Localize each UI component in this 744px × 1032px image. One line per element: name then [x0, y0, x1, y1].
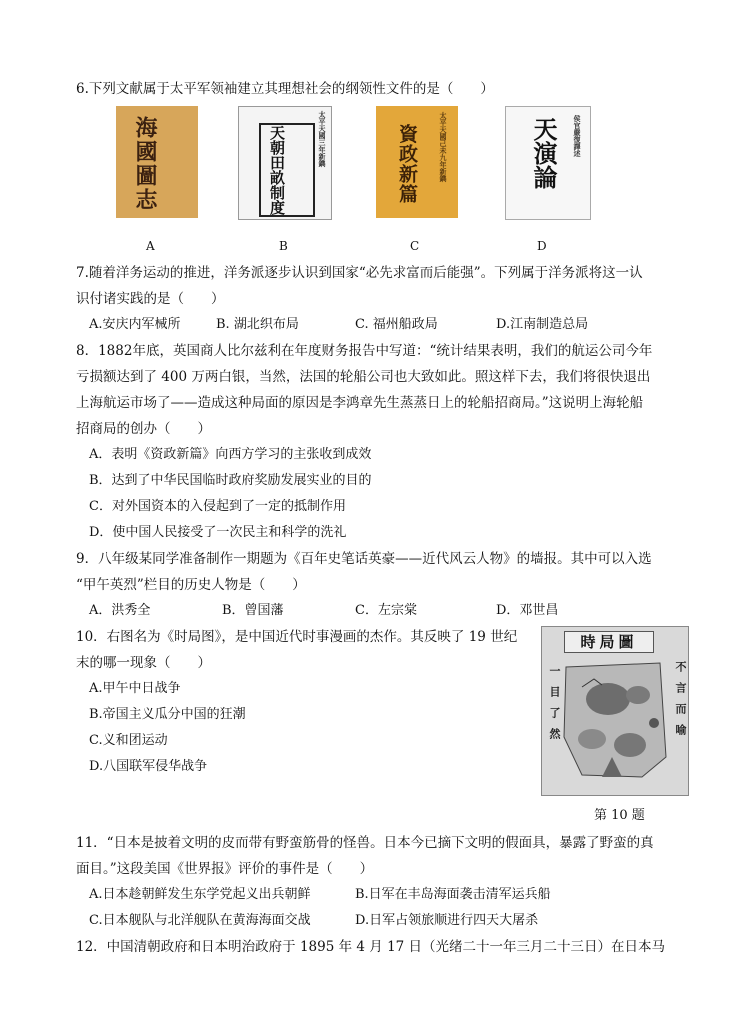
q11-stem-line1: 11．“日本是披着文明的皮而带有野蛮筋骨的怪兽。日本今已摘下文明的假面具，暴露了野蛮的真: [76, 835, 654, 851]
q10-option-b: B.帝国主义瓜分中国的狂潮: [89, 707, 246, 722]
shiju-tu-cartoon-image: [541, 626, 689, 796]
option-label-b: B: [279, 239, 288, 253]
q9-stem-line2: “甲午英烈”栏目的历史人物是（ ）: [76, 577, 306, 593]
q12-stem-line1: 12．中国清朝政府和日本明治政府于 1895 年 4 月 17 日（光绪二十一年三月二十三日）在日本马: [76, 939, 666, 955]
book-title-b: 天朝田畝制度: [268, 125, 286, 215]
q11-option-d: D.日军占领旅顺进行四天大屠杀: [355, 913, 539, 928]
book-header-c: 太平天國己未九年新鐫: [439, 112, 448, 182]
q10-option-d: D.八国联军侵华战争: [89, 759, 208, 774]
q10-stem-line1: 10．右图名为《时局图》，是中国近代时事漫画的杰作。其反映了 19 世纪: [76, 629, 518, 645]
q8-stem-line1: 8．1882年底，英国商人比尔兹利在年度财务报告中写道：“统计结果表明，我们的航运公司今年: [76, 343, 653, 359]
option-label-d: D: [537, 239, 547, 253]
q7-stem-line2: 识付诸实践的是（ ）: [76, 291, 225, 307]
q8-stem-line4: 招商局的创办（ ）: [76, 421, 211, 437]
cartoon-title: 時局圖: [564, 631, 654, 653]
cartoon-left-caption: 一目了然: [548, 665, 561, 749]
q8-stem-line3: 上海航运市场了——造成这种局面的原因是李鸿章先生蒸蒸日上的轮船招商局。”这说明上海轮船: [76, 395, 644, 411]
q8-stem-line2: 亏损额达到了 400 万两白银，当然，法国的轮船公司也大致如此。照这样下去，我们将很快退出: [76, 369, 651, 385]
q10-stem-line2: 末的哪一现象（ ）: [76, 655, 211, 671]
q9-option-c: C．左宗棠: [355, 603, 417, 618]
book-title-c: 資政新篇: [396, 124, 418, 204]
book-image-d: [505, 106, 591, 220]
q8-option-d: D．使中国人民接受了一次民主和科学的洗礼: [89, 525, 347, 540]
q7-option-d: D.江南制造总局: [496, 317, 589, 332]
q7-option-b: B. 湖北织布局: [216, 317, 299, 332]
cartoon-right-caption: 不言而喻: [674, 661, 687, 745]
q11-option-a: A.日本趁朝鲜发生东学党起义出兵朝鲜: [89, 887, 311, 902]
q8-option-c: C．对外国资本的入侵起到了一定的抵制作用: [89, 499, 346, 514]
book-image-a: [116, 106, 198, 218]
option-label-c: C: [410, 239, 420, 253]
q10-image-caption: 第 10 题: [594, 808, 645, 823]
book-image-c: [376, 106, 458, 218]
q10-option-a: A.甲午中日战争: [89, 681, 181, 696]
q10-option-c: C.义和团运动: [89, 733, 168, 748]
book-title-a: 海國圖志: [132, 116, 158, 212]
book-title-d: 天演論: [529, 117, 558, 189]
book-image-b: [238, 106, 332, 220]
q8-option-b: B．达到了中华民国临时政府奖励发展实业的目的: [89, 473, 372, 488]
book-header-d: 侯官嚴復譯述: [573, 115, 582, 157]
q11-stem-line2: 面目。”这段美国《世界报》评价的事件是（ ）: [76, 861, 374, 877]
option-label-a: A: [146, 239, 155, 253]
q7-option-a: A.安庆内军械所: [89, 317, 181, 332]
q9-stem-line1: 9．八年级某同学准备制作一期题为《百年史笔话英豪——近代风云人物》的墙报。其中可以入选: [76, 551, 652, 567]
q6-stem: 6.下列文献属于太平军领袖建立其理想社会的纲领性文件的是（ ）: [76, 81, 494, 97]
q9-option-a: A．洪秀全: [89, 603, 151, 618]
cartoon-drawing: [542, 627, 688, 795]
q8-option-a: A．表明《资政新篇》向西方学习的主张收到成效: [89, 447, 372, 462]
q9-option-b: B．曾国藩: [222, 603, 284, 618]
q11-option-c: C.日本舰队与北洋舰队在黄海海面交战: [89, 913, 311, 928]
book-header-b: 太平天國三年新鐫: [318, 111, 327, 167]
q11-option-b: B.日军在丰岛海面袭击清军运兵船: [355, 887, 551, 902]
q7-option-c: C. 福州船政局: [355, 317, 438, 332]
q9-option-d: D．邓世昌: [496, 603, 559, 618]
q7-stem-line1: 7.随着洋务运动的推进，洋务派逐步认识到国家“必先求富而后能强”。下列属于洋务派将这一认: [76, 265, 643, 281]
